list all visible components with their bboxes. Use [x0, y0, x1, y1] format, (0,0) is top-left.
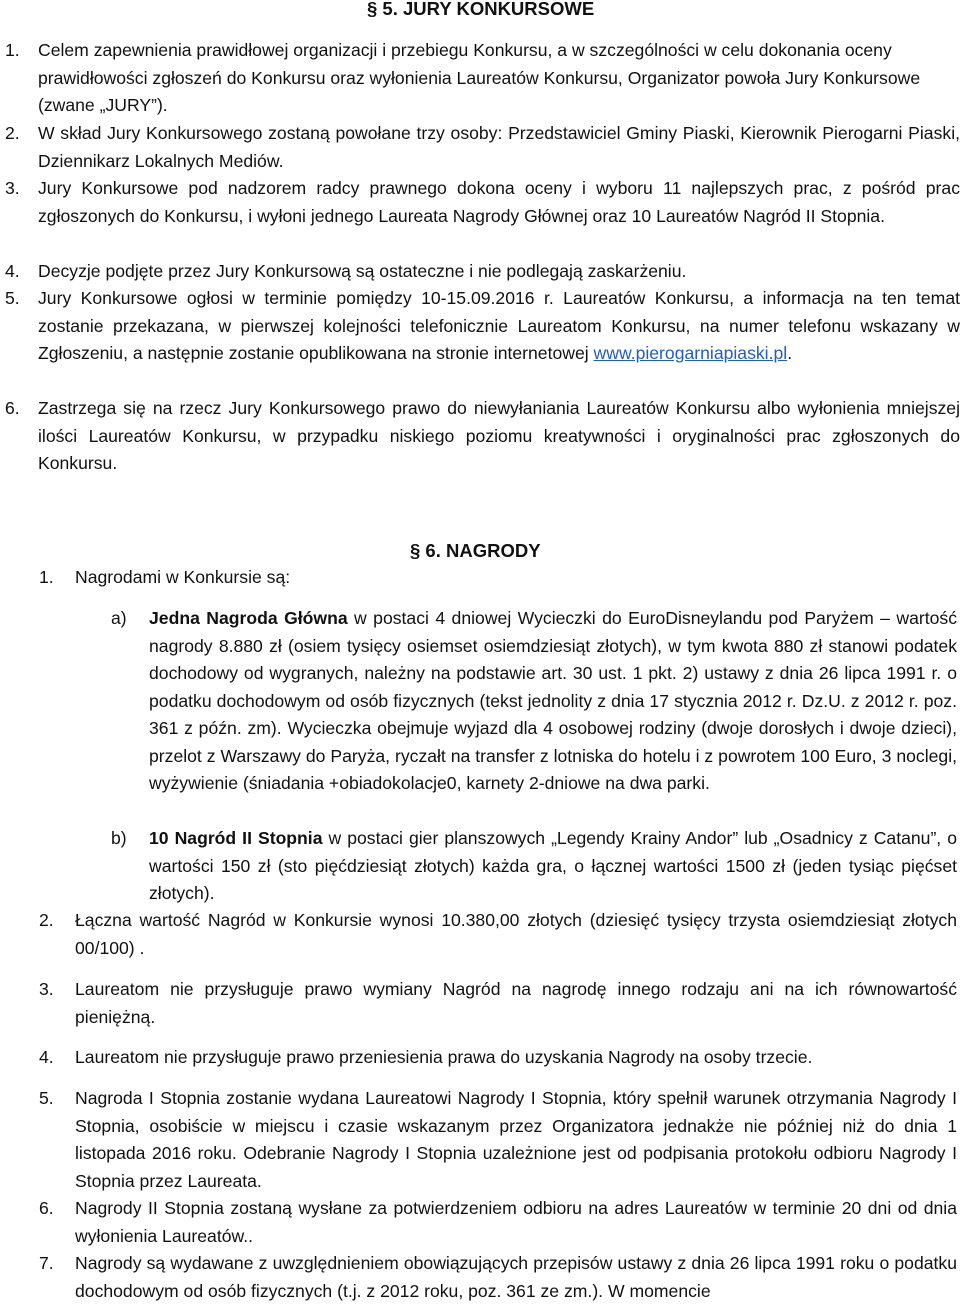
list-item: [5, 285, 960, 368]
item-number: 1.: [39, 567, 54, 587]
list-item: [39, 976, 957, 1031]
item-number: 4.: [39, 1047, 54, 1067]
section-heading: § 5. JURY KONKURSOWE: [367, 0, 595, 19]
item-text: Jury Konkursowe pod nadzorem radcy prawnego dokona oceny i wyboru 11 najlepszych prac, z pośród prac zgłoszonych do Konkursu, i wyłoni jednego Laureata Nagrody Głównej oraz 10 Laureatów Nagród II Stopnia.: [38, 178, 960, 226]
list-item: [39, 1195, 957, 1250]
item-text: Laureatom nie przysługuje prawo wymiany Nagród na nagrodę innego rodzaju ani na ich równowartość pieniężną.: [75, 979, 957, 1027]
sub-list-item: [111, 825, 957, 908]
prize-name: 10 Nagród II Stopnia: [149, 828, 323, 848]
item-text: [111, 825, 957, 908]
item-text: Zastrzega się na rzecz Jury Konkursowego prawo do niewyłaniania Laureatów Konkursu albo wyłonienia mniejszej ilości Laureatów Konkursu, w przypadku niskiego poziomu kreatywności i oryginalności prac zgłoszonych do Konkursu.: [38, 398, 960, 473]
item-number: 3.: [39, 979, 54, 999]
item-text: [111, 605, 957, 798]
item-number: 1.: [5, 40, 20, 60]
item-number: 6.: [5, 398, 20, 418]
list-item: [5, 175, 960, 230]
item-number: 4.: [5, 261, 20, 281]
item-number: 6.: [39, 1198, 54, 1218]
list-item: [39, 1085, 957, 1195]
item-number: 2.: [39, 910, 54, 930]
item-text-main: Jury Konkursowe ogłosi w terminie pomiędzy 10-15.09.2016 r. Laureatów Konkursu, a informacja na ten temat zostanie przekazana, w pierwszej kolejności telefonicznie Laureatom Konkursu, na numer telefonu wskazany w Zgłoszeniu, a następnie zostanie opublikowana na stronie internetowej: [38, 288, 960, 363]
item-text: W skład Jury Konkursowego zostaną powołane trzy osoby: Przedstawiciel Gminy Piaski, Kierownik Pierogarni Piaski, Dziennikarz Lokalnych Mediów.: [38, 123, 960, 171]
item-number: 7.: [39, 1253, 54, 1273]
item-text: Nagrody II Stopnia zostaną wysłane za potwierdzeniem odbioru na adres Laureatów w terminie 20 dni od dnia wyłonienia Laureatów..: [75, 1198, 957, 1246]
sub-list-item: [111, 605, 957, 798]
item-number: 3.: [5, 178, 20, 198]
item-number: 5.: [5, 288, 20, 308]
item-text: [5, 285, 960, 368]
list-item: [39, 564, 439, 592]
item-text: Laureatom nie przysługuje prawo przeniesienia prawa do uzyskania Nagrody na osoby trzecie.: [75, 1047, 813, 1067]
item-text: Nagrodami w Konkursie są:: [75, 567, 291, 587]
list-item: [39, 1044, 957, 1072]
section-heading: § 6. NAGRODY: [410, 540, 541, 561]
prize-description: w postaci gier planszowych „Legendy Krainy Andor” lub „Osadnicy z Catanu”, o wartości 150 zł (sto pięćdziesiąt złotych) każda gra, o łącznej wartości 1500 zł (jeden tysiąc pięćset złotych).: [149, 828, 957, 903]
list-item: [39, 1250, 957, 1305]
list-item: [5, 37, 960, 120]
item-text: Nagroda I Stopnia zostanie wydana Laureatowi Nagrody I Stopnia, który spełnił warunek otrzymania Nagrody I Stopnia, osobiście w miejscu i czasie wskazanym przez Organizatora jednakże nie później niż do dnia 1 listopada 2016 roku. Odebranie Nagrody I Stopnia uzależnione jest od podpisania protokołu odbioru Nagrody I Stopnia przez Laureata.: [75, 1088, 957, 1191]
prize-description: w postaci 4 dniowej Wycieczki do EuroDisneylandu pod Paryżem – wartość nagrody 8.880 zł (osiem tysięcy osiemset osiemdziesiąt złotych), w tym kwota 880 zł stanowi podatek dochodowy od wygranych, należny na podstawie art. 30 ust. 1 pkt. 2) ustawy z dnia 26 lipca 1991 r. o podatku dochodowym od osób fizycznych (tekst jednolity z dnia 17 stycznia 2012 r. Dz.U. z 2012 r. poz. 361 z późn. zm). Wycieczka obejmuje wyjazd dla 4 osobowej rodziny (dwoje dorosłych i dwoje dzieci), przelot z Warszawy do Paryża, ryczałt na transfer z lotniska do hotelu i z powrotem 100 Euro, 3 noclegi, wyżywienie (śniadania +obiadokolacje0, karnety 2-dniowe na dwa parki.: [149, 608, 957, 793]
item-letter: b): [111, 828, 127, 848]
item-number: 5.: [39, 1088, 54, 1108]
list-item: [5, 120, 960, 175]
list-item: [39, 907, 957, 962]
item-text: Celem zapewnienia prawidłowej organizacji i przebiegu Konkursu, a w szczególności w celu dokonania oceny prawidłowości zgłoszeń do Konkursu oraz wyłonienia Laureatów Konkursu, Organizator powoła Jury Konkursowe (zwane „JURY”).: [38, 40, 921, 115]
list-item: [5, 395, 960, 478]
list-item: [5, 258, 960, 286]
item-text-after: .: [787, 343, 793, 363]
prize-name: Jedna Nagroda Główna: [149, 608, 348, 628]
item-text: Decyzje podjęte przez Jury Konkursową są ostateczne i nie podlegają zaskarżeniu.: [38, 261, 687, 281]
item-number: 2.: [5, 123, 20, 143]
item-text: Łączna wartość Nagród w Konkursie wynosi 10.380,00 złotych (dziesięć tysięcy trzysta osiemdziesiąt złotych 00/100) .: [75, 910, 957, 958]
item-letter: a): [111, 608, 127, 628]
website-link[interactable]: www.pierogarniapiaski.pl: [593, 343, 788, 363]
item-text: Nagrody są wydawane z uwzględnieniem obowiązujących przepisów ustawy z dnia 26 lipca 1991 roku o podatku dochodowym od osób fizycznych (t.j. z 2012 roku, poz. 361 ze zm.). W momencie: [75, 1253, 957, 1301]
